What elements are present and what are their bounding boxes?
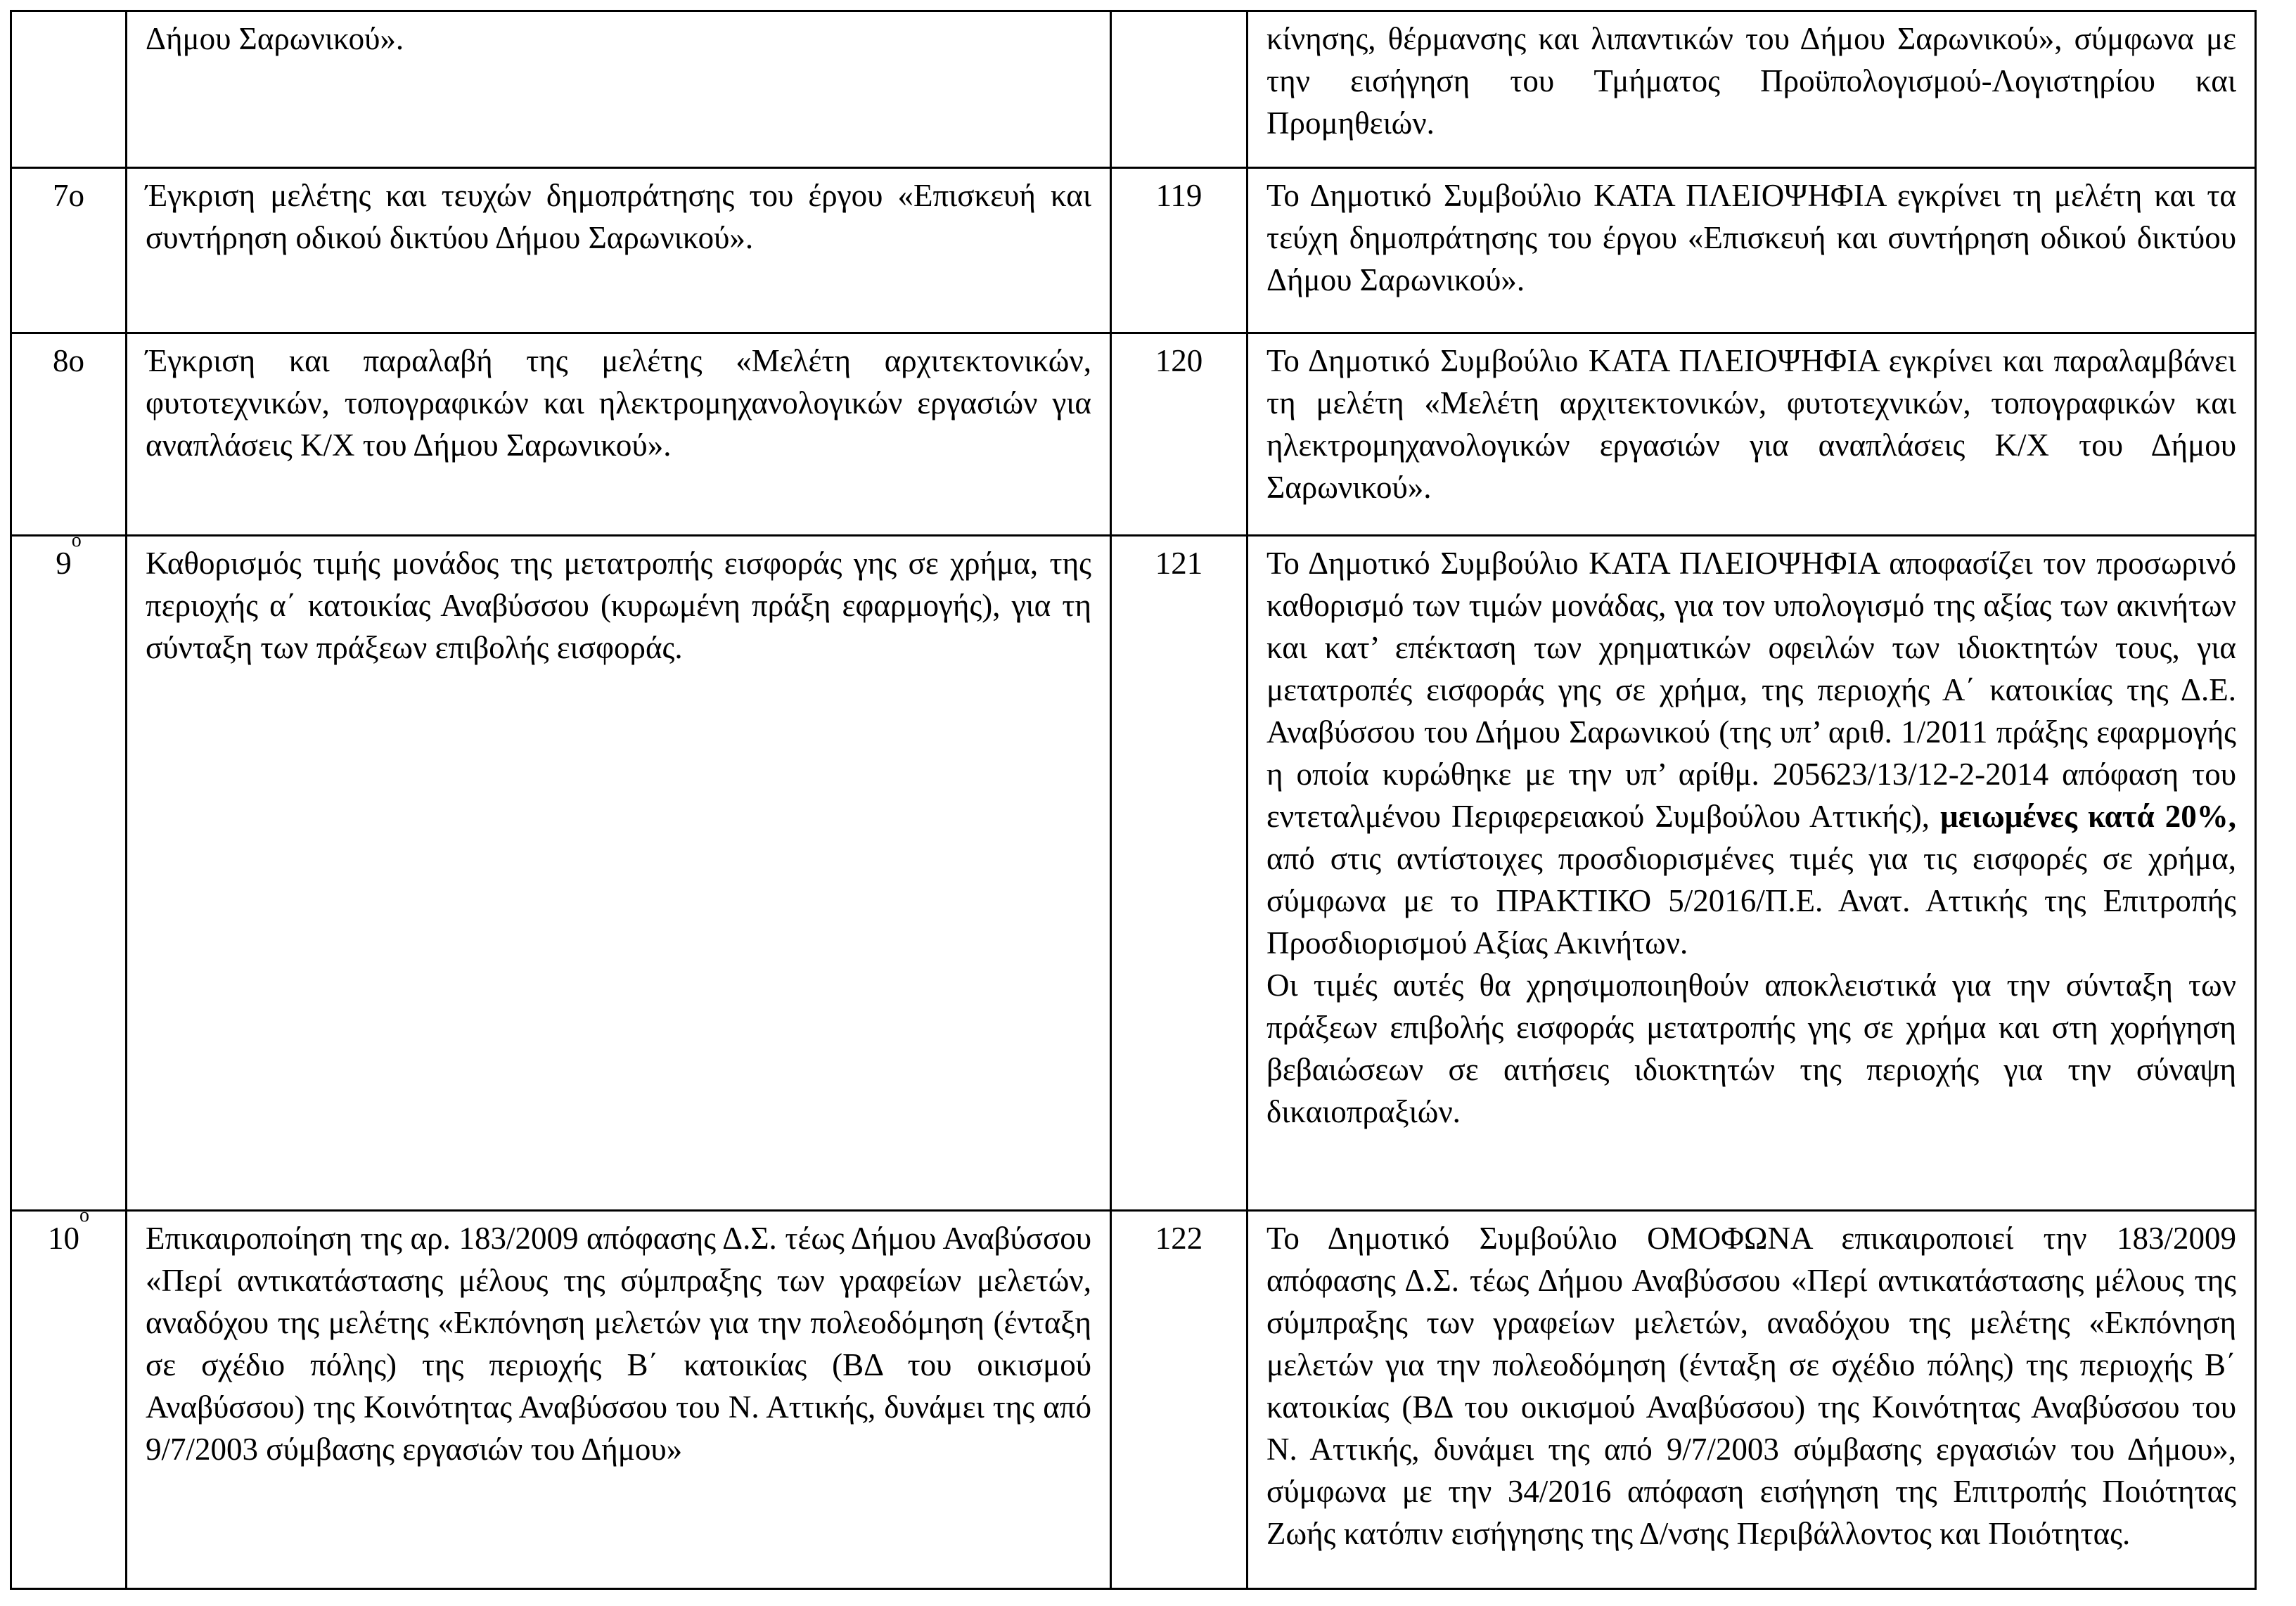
table-row xyxy=(11,536,2256,1211)
table-row xyxy=(11,11,2256,168)
table-row xyxy=(11,333,2256,536)
decision-number-cell: 122 xyxy=(1111,1211,1248,1589)
decision-number-cell xyxy=(1111,11,1248,168)
decision-paragraph xyxy=(1266,542,2236,964)
minutes-table xyxy=(10,10,2257,1590)
item-number-cell xyxy=(11,529,127,1211)
decision-text-cell: κίνησης, θέρμανσης και λιπαντικών του Δήμου Σαρωνικού», σύμφωνα με την εισήγηση του Τμήματος Προϋπολογισμού-Λογιστηρίου και Προμηθειών. xyxy=(1248,11,2256,168)
table-row xyxy=(11,168,2256,333)
decision-text-emphasis: μειωμένες κατά 20%, xyxy=(1940,799,2236,834)
item-number-cell: 7ο xyxy=(11,168,127,333)
item-number: 10 xyxy=(48,1221,79,1256)
decision-number-cell: 120 xyxy=(1111,333,1248,536)
item-number-cell: 8ο xyxy=(11,333,127,536)
ordinal-suffix: ο xyxy=(71,529,82,551)
decision-text-cell: Το Δημοτικό Συμβούλιο ΟΜΟΦΩΝΑ επικαιροποιεί την 183/2009 απόφασης Δ.Σ. τέως Δήμου Αναβύσσου «Περί αντικατάστασης μέλους της σύμπραξης των γραφείων μελετών, αναδόχου της μελέτης «Εκπόνηση μελετών για την πολεοδόμηση (ένταξη σε σχέδιο πόλης) της περιοχής Β΄ κατοικίας (ΒΔ του οικισμού Αναβύσσου) της Κοινότητας Αναβύσσου του Ν. Αττικής, δυνάμει της από 9/7/2003 σύμβασης εργασιών του Δήμου», σύμφωνα με την 34/2016 απόφαση εισήγηση της Επιτροπής Ποιότητας Ζωής κατόπιν εισήγησης της Δ/νσης Περιβάλλοντος και Ποιότητας. xyxy=(1248,1211,2256,1589)
topic-cell: Επικαιροποίηση της αρ. 183/2009 απόφασης Δ.Σ. τέως Δήμου Αναβύσσου «Περί αντικατάστασης μέλους της σύμπραξης των γραφείων μελετών, αναδόχου της μελέτης «Εκπόνηση μελετών για την πολεοδόμηση (ένταξη σε σχέδιο πόλης) της περιοχής Β΄ κατοικίας (ΒΔ του οικισμού Αναβύσσου) της Κοινότητας Αναβύσσου του Ν. Αττικής, δυνάμει της από 9/7/2003 σύμβασης εργασιών του Δήμου» xyxy=(127,1211,1111,1589)
decision-paragraph: Οι τιμές αυτές θα χρησιμοποιηθούν αποκλειστικά για την σύνταξη των πράξεων επιβολής εισφοράς μετατροπής γης σε χρήμα και στη χορήγηση βεβαιώσεων σε αιτήσεις ιδιοκτητών της περιοχής για την σύναψη δικαιοπραξιών. xyxy=(1266,968,2236,1129)
topic-cell: Έγκριση και παραλαβή της μελέτης «Μελέτη αρχιτεκτονικών, φυτοτεχνικών, τοπογραφικών και ηλεκτρομηχανολογικών εργασιών για αναπλάσεις Κ/Χ του Δήμου Σαρωνικού». xyxy=(127,333,1111,536)
decision-text-part: Το Δημοτικό Συμβούλιο ΚΑΤΑ ΠΛΕΙΟΨΗΦΙΑ αποφασίζει τον προσωρινό καθορισμό των τιμών μονάδας, για τον υπολογισμό της αξίας των ακινήτων και κατ’ επέκταση των χρηματικών οφειλών των ιδιοκτητών τους, για μετατροπές εισφοράς γης σε χρήμα, της περιοχής Α΄ κατοικίας της Δ.Ε. Αναβύσσου του Δήμου Σαρωνικού (της υπ’ αριθ. 1/2011 πράξης εφαρμογής η οποία κυρώθηκε με την υπ’ αρίθμ. 205623/13/12-2-2014 απόφαση του εντεταλμένου Περιφερειακού Συμβούλου Αττικής), xyxy=(1266,546,2236,834)
decision-text-cell xyxy=(1248,536,2256,1211)
decision-number-cell: 121 xyxy=(1111,536,1248,1211)
topic-cell: Έγκριση μελέτης και τευχών δημοπράτησης του έργου «Επισκευή και συντήρηση οδικού δικτύου Δήμου Σαρωνικού». xyxy=(127,168,1111,333)
decision-text-part: από στις αντίστοιχες προσδιορισμένες τιμές για τις εισφορές σε χρήμα, σύμφωνα με το ΠΡΑΚΤΙΚΟ 5/2016/Π.Ε. Ανατ. Αττικής της Επιτροπής Προσδιορισμού Αξίας Ακινήτων. xyxy=(1266,841,2236,961)
ordinal-suffix: ο xyxy=(79,1204,89,1226)
item-number: 9 xyxy=(56,546,72,581)
topic-cell: Δήμου Σαρωνικού». xyxy=(127,11,1111,168)
item-number-cell xyxy=(11,1204,127,1589)
decision-number-cell: 119 xyxy=(1111,168,1248,333)
topic-cell: Καθορισμός τιμής μονάδος της μετατροπής εισφοράς γης σε χρήμα, της περιοχής α΄ κατοικίας Αναβύσσου (κυρωμένη πράξη εφαρμογής), για τη σύνταξη των πράξεων επιβολής εισφοράς. xyxy=(127,536,1111,1211)
table-row xyxy=(11,1211,2256,1589)
decision-text-cell: Το Δημοτικό Συμβούλιο ΚΑΤΑ ΠΛΕΙΟΨΗΦΙΑ εγκρίνει τη μελέτη και τα τεύχη δημοπράτησης του έργου «Επισκευή και συντήρηση οδικού δικτύου Δήμου Σαρωνικού». xyxy=(1248,168,2256,333)
item-number-cell xyxy=(11,11,127,168)
decision-text-cell: Το Δημοτικό Συμβούλιο ΚΑΤΑ ΠΛΕΙΟΨΗΦΙΑ εγκρίνει και παραλαμβάνει τη μελέτη «Μελέτη αρχιτεκτονικών, φυτοτεχνικών, τοπογραφικών και ηλεκτρομηχανολογικών εργασιών για αναπλάσεις Κ/Χ του Δήμου Σαρωνικού». xyxy=(1248,333,2256,536)
